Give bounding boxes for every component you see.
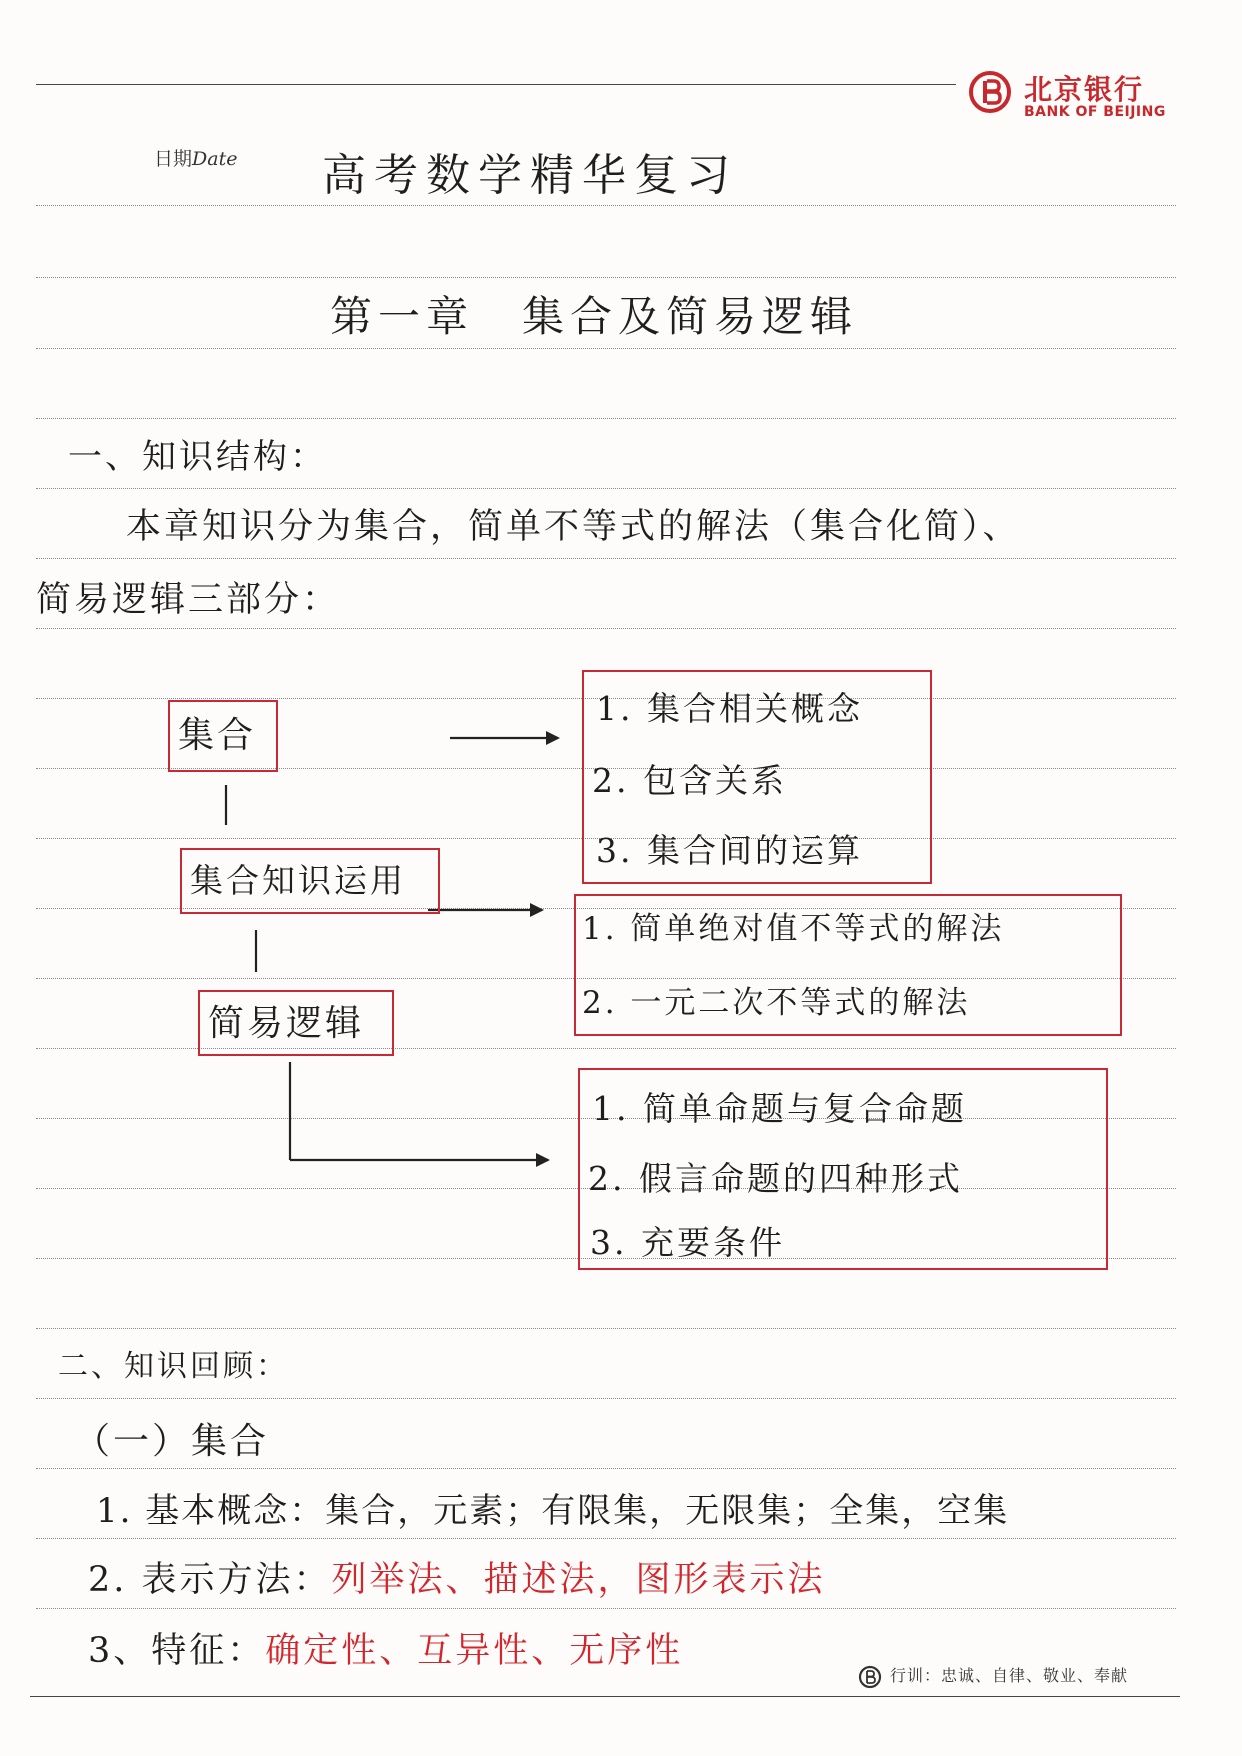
node-box-sets (168, 700, 278, 772)
page-title: 高考数学精华复习 (322, 150, 738, 201)
group-box-inequalities (574, 894, 1122, 1036)
footer-motto: 行训：忠诚、自律、敬业、奉献 (890, 1666, 1129, 1685)
group1-item-3: 3. 集合间的运算 (596, 831, 863, 870)
group3-item-2: 2. 假言命题的四种形式 (588, 1159, 963, 1198)
group3-item-1: 1. 简单命题与复合命题 (592, 1089, 967, 1128)
chapter-title: 第一章 集合及简易逻辑 (330, 292, 859, 341)
section2-heading: 二、知识回顾： (58, 1349, 289, 1384)
section2-line2-label: 2. 表示方法： (88, 1560, 332, 1600)
date-label-cn: 日期 (154, 148, 193, 170)
footer-rule (30, 1696, 1180, 1697)
section1-heading: 一、知识结构： (68, 437, 327, 477)
section2-line3-label: 3、特征： (88, 1631, 266, 1671)
group3-item-3: 3. 充要条件 (590, 1223, 785, 1262)
group2-item-1: 1. 简单绝对值不等式的解法 (582, 911, 1005, 947)
section2-line1: 1. 基本概念：集合，元素；有限集，无限集；全集，空集 (96, 1491, 1010, 1531)
group-box-set-concepts (582, 670, 932, 884)
section2-line2-value: 列举法、描述法，图形表示法 (331, 1560, 826, 1600)
group1-item-1: 1. 集合相关概念 (596, 689, 863, 728)
arrow-head (546, 731, 560, 745)
node-label-logic: 简易逻辑 (208, 1003, 365, 1044)
date-label-en: Date (192, 148, 238, 170)
group-box-logic (578, 1068, 1108, 1270)
arrow-head (536, 1153, 550, 1167)
section2-line3 (88, 1631, 684, 1671)
group1-item-2: 2. 包含关系 (592, 761, 787, 800)
arrow-head (530, 903, 544, 917)
section2-subheading: （一）集合 (74, 1421, 270, 1462)
bank-name-cn: 北京银行 (1024, 73, 1145, 106)
section1-intro-line2: 简易逻辑三部分： (36, 580, 341, 620)
node-box-logic (198, 990, 394, 1056)
node-label-applications: 集合知识运用 (190, 861, 406, 900)
section1-intro-line1: 本章知识分为集合，简单不等式的解法（集合化简）、 (126, 507, 1021, 547)
section2-line2 (88, 1560, 826, 1600)
bank-logo-small-icon (858, 1665, 882, 1689)
section2-line3-value: 确定性、互异性、无序性 (265, 1631, 684, 1671)
node-label-sets: 集合 (178, 715, 257, 756)
group2-item-2: 2. 一元二次不等式的解法 (582, 985, 971, 1021)
bank-name-en: BANK OF BEIJING (1024, 104, 1166, 120)
node-box-applications (180, 848, 440, 914)
